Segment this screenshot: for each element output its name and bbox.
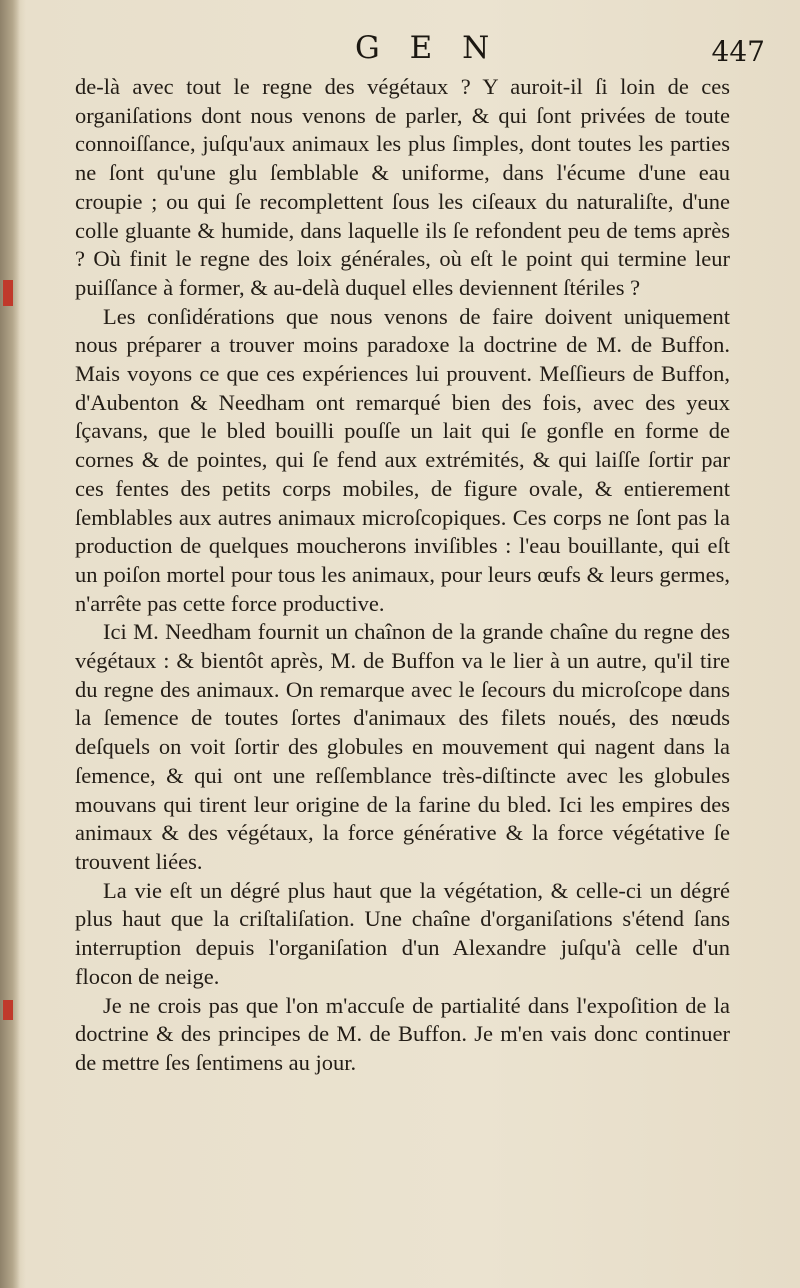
- paragraph: Je ne crois pas que l'on m'accuſe de partialité dans l'expoſition de la doctrine & des principes de M. de Buffon. Je m'en vais donc continuer de mettre ſes ſentimens au jour.: [75, 992, 730, 1075]
- page-number: 447: [711, 35, 765, 68]
- book-spine: [0, 0, 20, 1288]
- running-head: G E N: [355, 30, 500, 66]
- paragraph: La vie eſt un dégré plus haut que la végétation, & celle-ci un dégré plus haut que la criſtaliſation. Une chaîne d'organiſations s'étend ſans interruption depuis l'organiſation d'un Alexandre juſqu'à celle d'un flocon de neige.: [75, 877, 730, 989]
- paragraph: Les conſidérations que nous venons de faire doivent uniquement nous préparer a trouver moins paradoxe la doctrine de M. de Buffon. Mais voyons ce que ces expériences lui prouvent. Meſſieurs de Buffon, d'Aubenton & Needham ont remarqué bien des fois, avec des yeux ſçavans, que le bled bouilli pouſſe un lait qui ſe gonfle en forme de cornes & de pointes, qui ſe fend aux extrémités, & qui laiſſe ſortir par ces fentes des petits corps mobiles, de figure ovale, & entierement ſemblables aux autres animaux microſcopiques. Ces corps ne ſont pas la production de quelques moucherons inviſibles : l'eau bouillante, qui eſt un poiſon mortel pour tous les animaux, pour leurs œufs & leurs germes, n'arrête pas cette force productive.: [75, 303, 730, 616]
- page-body: [75, 73, 730, 1078]
- paragraph-continuation: de-là avec tout le regne des végétaux ? Y auroit-il ſi loin de ces organiſations dont nous venons de parler, & qui ſont privées de toute connoiſſance, juſqu'aux animaux les plus ſimples, dont toutes les parties ne ſont qu'une glu ſemblable & uniforme, dans l'écume d'une eau croupie ; ou qui ſe recomplettent ſous les ciſeaux du naturaliſte, d'une colle gluante & humide, dans laquelle ils ſe refondent peu de tems après ? Où finit le regne des loix générales, où eſt le point qui termine leur puiſſance à former, & au-delà duquel elles deviennent ſtériles ?: [75, 74, 730, 300]
- spine-mark: [3, 1000, 13, 1020]
- spine-mark: [3, 280, 13, 306]
- paragraph: Ici M. Needham fournit un chaînon de la grande chaîne du regne des végétaux : & bientôt après, M. de Buffon va le lier à un autre, qu'il tire du regne des animaux. On remarque avec le ſecours du microſcope dans la ſemence de toutes ſortes d'animaux des filets noués, des nœuds deſquels on voit ſortir des globules en mouvement qui nagent dans la ſemence, & qui ont une reſſemblance très-diſtincte avec les globules mouvans qui tirent leur origine de la farine du bled. Ici les empires des animaux & des végétaux, la force générative & la force végétative ſe trouvent liées.: [75, 619, 730, 874]
- page-header: [75, 30, 765, 70]
